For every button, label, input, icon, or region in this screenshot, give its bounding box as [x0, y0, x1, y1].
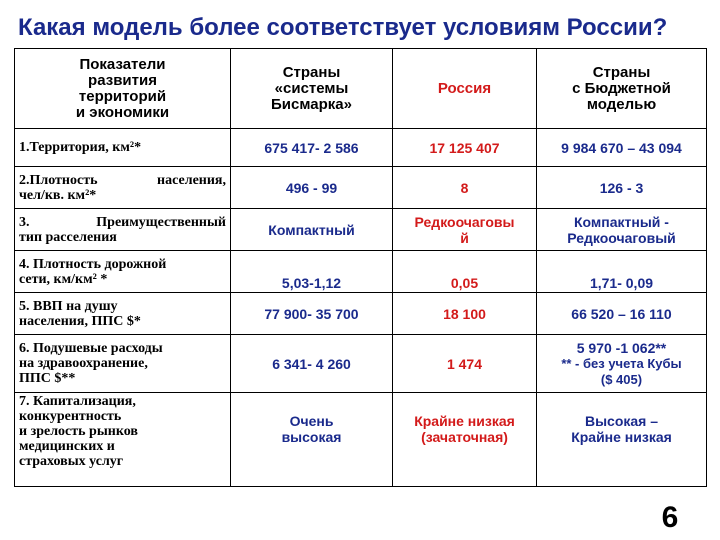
header-indicators-line: развития [88, 71, 157, 89]
header-russia [393, 49, 537, 129]
indicator-line: 1.Территория, км²* [19, 140, 142, 155]
bismarck-cell [231, 393, 393, 487]
indicator-line: 4. Плотность дорожной [19, 256, 167, 272]
budget-cell [537, 209, 707, 251]
indicator-line: конкурентность [19, 409, 122, 424]
value-line: 6 341- 4 260 [272, 355, 351, 372]
table-row [15, 209, 707, 251]
header-bismarck [231, 49, 393, 129]
value-line: 5,03-1,12 [281, 275, 342, 291]
bismarck-cell [231, 335, 393, 393]
value-line: 18 100 [443, 305, 486, 322]
table-row [15, 393, 707, 487]
indicator-line: 7. Капитализация, [19, 394, 136, 409]
russia-cell [393, 167, 537, 209]
russia-cell [393, 251, 537, 293]
value-line: Редкоочаговый [567, 229, 676, 246]
header-indicators [15, 49, 231, 129]
table-row [15, 251, 707, 293]
indicator-line: сети, км/км² * [19, 271, 108, 287]
value-line: 9 984 670 – 43 094 [561, 139, 682, 156]
value-line: 0,05 [450, 275, 479, 291]
value-line: Крайне низкая [414, 413, 515, 429]
indicator-cell [15, 129, 231, 167]
indicator-line: тип расселения [19, 229, 117, 245]
value-line: Высокая – [584, 413, 659, 429]
footnote-line: ** - без учета Кубы [561, 355, 682, 371]
header-russia-line: Россия [437, 79, 492, 97]
budget-cell [537, 335, 707, 393]
indicator-cell [15, 251, 231, 293]
value-line: Крайне низкая [571, 429, 672, 445]
value-line: й [460, 229, 469, 246]
russia-cell [393, 335, 537, 393]
indicator-cell [15, 293, 231, 335]
bismarck-cell [231, 129, 393, 167]
value-line: 1,71- 0,09 [589, 275, 654, 291]
comparison-table [14, 48, 707, 487]
value-line: (зачаточная) [421, 429, 508, 445]
budget-cell [537, 129, 707, 167]
header-budget-line: моделью [586, 95, 657, 113]
value-line: 77 900- 35 700 [264, 305, 359, 322]
header-bismarck-line: Страны [282, 63, 341, 81]
value-line: 5 970 -1 062** [576, 339, 667, 356]
page-number: 6 [661, 501, 679, 534]
header-bismarck-line: Бисмарка» [271, 95, 352, 113]
header-indicators-line: Показатели [79, 55, 166, 73]
indicator-line: ППС $** [19, 371, 76, 386]
table-row [15, 129, 707, 167]
indicator-cell [15, 393, 231, 487]
value-line: 675 417- 2 586 [264, 139, 359, 156]
russia-cell [393, 293, 537, 335]
header-indicators-line: территорий [78, 87, 167, 105]
footnote-line: ($ 405) [600, 371, 643, 387]
header-row [15, 49, 707, 129]
russia-cell [393, 129, 537, 167]
value-line: Компактный [268, 221, 355, 238]
russia-cell [393, 209, 537, 251]
indicator-line: 5. ВВП на душу [19, 298, 118, 314]
bismarck-cell [231, 167, 393, 209]
table-row [15, 167, 707, 209]
indicator-line: чел/кв. км²* [19, 187, 97, 203]
budget-cell [537, 167, 707, 209]
indicator-cell [15, 167, 231, 209]
value-line: 66 520 – 16 110 [571, 305, 672, 322]
indicator-line: и зрелость рынков [19, 424, 138, 439]
budget-cell [537, 251, 707, 293]
russia-cell [393, 393, 537, 487]
bismarck-cell [231, 209, 393, 251]
header-budget [537, 49, 707, 129]
indicator-line: страховых услуг [19, 454, 124, 469]
table-row [15, 293, 707, 335]
indicator-line: на здравоохранение, [19, 356, 148, 371]
indicator-line: 3. Преимущественный [19, 214, 226, 230]
indicator-cell [15, 209, 231, 251]
budget-cell [537, 393, 707, 487]
indicator-cell [15, 335, 231, 393]
value-line: Компактный - [574, 213, 669, 230]
value-line: 496 - 99 [285, 179, 338, 196]
indicator-line: медицинских и [19, 439, 115, 454]
value-line: 8 [460, 179, 469, 196]
value-line: Очень [289, 413, 334, 429]
slide-title: Какая модель более соответствует условиям России? [18, 14, 668, 41]
header-budget-line: с Бюджетной [572, 79, 671, 97]
header-indicators-line: и экономики [75, 103, 170, 121]
value-line: 1 474 [446, 355, 483, 372]
bismarck-cell [231, 251, 393, 293]
header-bismarck-line: «системы [274, 79, 349, 97]
value-line: 17 125 407 [429, 139, 500, 156]
value-line: высокая [281, 429, 342, 445]
indicator-line: 2.Плотность населения, [19, 172, 226, 188]
value-line: Редкоочаговы [414, 213, 515, 230]
budget-cell [537, 293, 707, 335]
header-budget-line: Страны [592, 63, 651, 81]
indicator-line: 6. Подушевые расходы [19, 341, 163, 356]
bismarck-cell [231, 293, 393, 335]
table-row [15, 335, 707, 393]
indicator-line: населения, ППС $* [19, 313, 141, 329]
value-line: 126 - 3 [599, 179, 644, 196]
